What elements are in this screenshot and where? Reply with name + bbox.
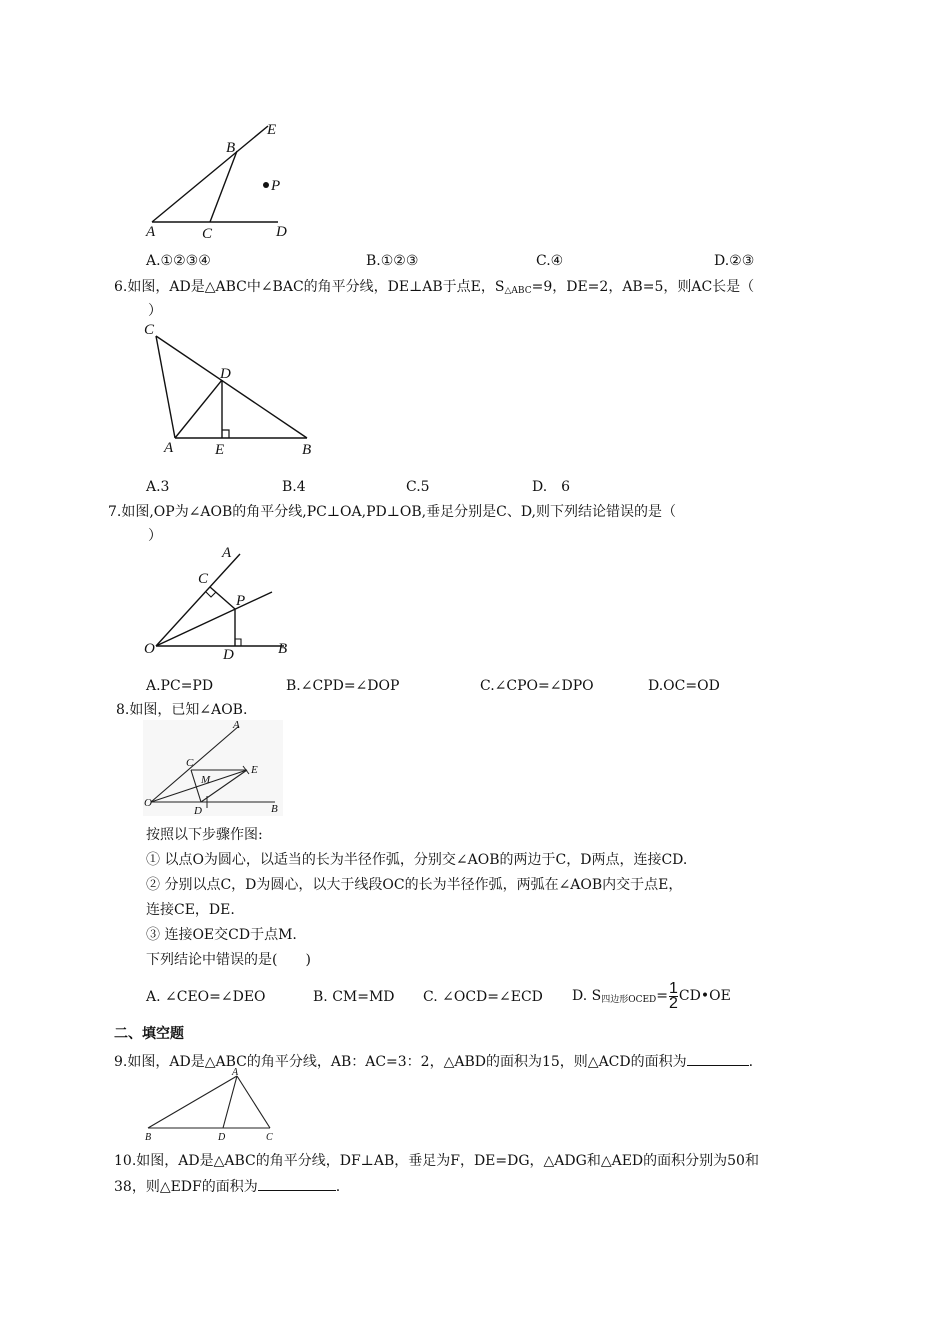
q6-stem-subscript: △ABC [504, 286, 532, 296]
q7-option-a[interactable]: A.PC=PD [146, 678, 214, 694]
label-c: C [266, 1132, 273, 1143]
q7-option-c[interactable]: C.∠CPO=∠DPO [480, 678, 594, 694]
segment-bc [210, 151, 237, 222]
q10-answer-blank[interactable] [258, 1176, 336, 1191]
label-a: A [164, 440, 174, 456]
ray-op [156, 592, 272, 646]
q7-option-d[interactable]: D.OC=OD [648, 678, 720, 694]
q9-answer-blank[interactable] [687, 1051, 749, 1066]
label-a: A [146, 224, 156, 240]
q8-option-a[interactable]: A. ∠CEO=∠DEO [146, 989, 266, 1005]
q8-step-3: ③ 连接OE交CD于点M. [146, 927, 297, 943]
q6-option-c[interactable]: C.5 [406, 479, 430, 495]
label-b: B [226, 140, 236, 156]
q8-option-d-subscript: 四边形OCED [601, 995, 657, 1005]
segment-ac [237, 1076, 270, 1128]
label-p: P [236, 593, 246, 609]
label-c: C [186, 757, 194, 769]
q8-step-2: ② 分别以点C，D为圆心，以大于线段OC的长为半径作弧，两弧在∠AOB内交于点E， [146, 877, 683, 893]
label-d: D [218, 1132, 226, 1143]
line-ae [152, 126, 268, 222]
q10-stem-line1: 10.如图，AD是△ABC的角平分线，DF⊥AB，垂足为F，DE=DG，△ADG和△AED的面积分别为50和 [114, 1153, 759, 1169]
q5-option-c[interactable]: C.④ [536, 253, 564, 269]
q9-figure [140, 1066, 280, 1144]
label-o: O [144, 797, 152, 809]
q8-option-b[interactable]: B. CM=MD [313, 989, 395, 1005]
label-e: E [215, 442, 225, 458]
segment-ab [148, 1076, 237, 1128]
q6-figure [140, 320, 330, 460]
fraction-denominator: 2 [669, 994, 678, 1012]
label-o: O [144, 641, 155, 657]
q8-step-1: ① 以点O为圆心，以适当的长为半径作弧，分别交∠AOB的两边于C，D两点，连接CD. [146, 852, 688, 868]
label-c: C [202, 226, 213, 242]
right-angle-mark [222, 430, 229, 438]
q9-stem-text: 9.如图，AD是△ABC的角平分线，AB：AC=3：2，△ABD的面积为15，则△ACD的面积为 [114, 1054, 687, 1070]
label-d: D [223, 647, 234, 663]
label-a: A [232, 1067, 239, 1078]
label-a: A [222, 545, 232, 561]
q7-option-b[interactable]: B.∠CPD=∠DOP [286, 678, 400, 694]
q6-stem [114, 278, 754, 300]
q10-stem-line2 [114, 1176, 340, 1196]
ray-oa [156, 554, 240, 646]
label-d: D [194, 805, 202, 817]
label-d: D [220, 366, 231, 382]
label-e: E [251, 764, 258, 776]
segment-cb [156, 336, 307, 438]
segment-ad [223, 1076, 237, 1128]
label-a: A [233, 719, 240, 731]
label-b: B [145, 1132, 152, 1143]
q8-option-d-eq: = [656, 988, 669, 1004]
right-angle-d [235, 639, 241, 646]
q5-option-b[interactable]: B.①②③ [366, 253, 419, 269]
q6-stem-close: ） [148, 303, 162, 319]
q7-figure [140, 543, 300, 663]
q10-stem-end: . [335, 1179, 341, 1195]
section-heading [114, 1025, 184, 1043]
q6-stem-part1: 6.如图，AD是△ABC中∠BAC的角平分线，DE⊥AB于点E，S [114, 279, 505, 295]
q5-option-d[interactable]: D.②③ [714, 253, 755, 269]
q7-stem: 7.如图,OP为∠AOB的角平分线,PC⊥OA,PD⊥OB,垂足分别是C、D,则下列结论错误的是（ [108, 504, 677, 520]
q8-option-c[interactable]: C. ∠OCD=∠ECD [423, 989, 543, 1005]
label-p: P [271, 178, 281, 194]
label-b: B [278, 641, 288, 657]
q10-stem-text: 38，则△EDF的面积为 [114, 1179, 258, 1195]
q5-figure [140, 118, 310, 243]
q8-intro: 按照以下步骤作图: [146, 827, 263, 843]
label-d: D [276, 224, 287, 240]
label-b: B [302, 442, 312, 458]
q8-option-d-prefix: D. S [572, 988, 602, 1004]
segment-ad [175, 380, 222, 438]
q6-option-a[interactable]: A.3 [146, 479, 170, 495]
label-c: C [198, 571, 209, 587]
label-e: E [267, 122, 277, 138]
fraction-numerator: 1 [669, 979, 678, 997]
q8-step-2-cont: 连接CE，DE. [146, 902, 235, 918]
q8-option-d-suffix: CD•OE [678, 988, 731, 1004]
label-b: B [271, 803, 278, 815]
label-m: M [201, 774, 211, 786]
right-angle-c [206, 592, 216, 597]
q5-option-a[interactable]: A.①②③④ [146, 253, 211, 269]
q7-stem-close: ） [148, 528, 162, 544]
segment-ca [156, 336, 175, 438]
segment-pc [210, 587, 235, 609]
section-2-title: 二、填空题 [114, 1026, 184, 1042]
q6-option-d[interactable]: D. 6 [532, 479, 571, 495]
q6-stem-part2: =9，DE=2，AB=5，则AC长是（ [531, 279, 755, 295]
q9-stem-end: . [748, 1054, 754, 1070]
q8-option-d[interactable] [572, 976, 731, 1020]
label-c: C [144, 322, 155, 338]
q8-question: 下列结论中错误的是( ) [146, 952, 311, 968]
point-p [263, 182, 269, 188]
q8-figure [143, 720, 283, 816]
q6-option-b[interactable]: B.4 [282, 479, 306, 495]
one-half-fraction [669, 979, 678, 1012]
q8-stem: 8.如图，已知∠AOB. [116, 702, 248, 718]
